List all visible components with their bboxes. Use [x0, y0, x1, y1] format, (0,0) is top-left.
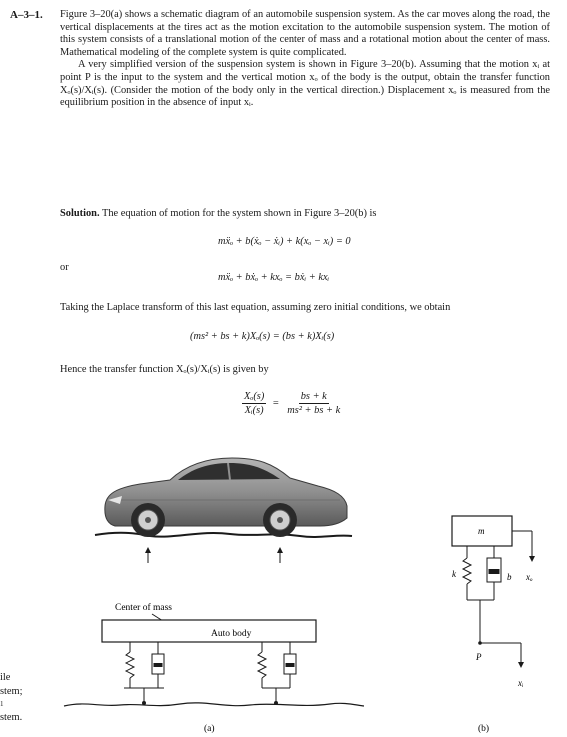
car-front-hub-center: [145, 517, 151, 523]
car-road-line: [95, 533, 352, 537]
figure-b-caption: (b): [478, 724, 490, 734]
auto-body-block: [102, 620, 316, 642]
rear-suspension: [258, 642, 296, 705]
margin-text-2: stem;: [0, 686, 23, 697]
excitation-arrows: [148, 548, 280, 563]
schematic-road: [64, 703, 364, 706]
equation-rearranged: mẍₒ + bẋₒ + kxₒ = bẋᵢ + kxᵢ: [218, 272, 330, 283]
problem-number: A–3–1.: [10, 9, 43, 21]
tf-lhs-denominator: Xᵢ(s): [244, 405, 264, 416]
problem-paragraph-2: A very simplified version of the suspension system is shown in Figure 3–20(b). Assuming that the motion xᵢ at point P is the input to the system and the vertical motion xₒ of the body is the output, obtain the transfer function Xₒ(s)/Xᵢ(s). (Consider the motion of the body only in the vertical direction.) Displacement xₒ is measured from the equilibrium position in the absence of input xᵢ.: [60, 59, 550, 109]
simplified-model: [452, 516, 533, 734]
xi-label: xᵢ: [518, 678, 524, 688]
xo-label: xₒ: [526, 572, 533, 582]
hence-text: Hence the transfer function Xₒ(s)/Xᵢ(s) is given by: [60, 364, 269, 375]
margin-text-4: stem.: [0, 712, 23, 723]
damper-piston: [489, 569, 500, 574]
center-of-mass-label: Center of mass: [115, 603, 172, 613]
tf-lhs-numerator: Xₒ(s): [244, 391, 265, 402]
car-rear-hub-center: [277, 517, 283, 523]
margin-text-1: ile: [0, 672, 11, 683]
front-suspension: [124, 642, 164, 705]
car-illustration: [95, 458, 352, 537]
tf-equals: =: [272, 398, 280, 409]
spring-k: [463, 558, 471, 584]
schematic-suspension: [64, 602, 364, 734]
margin-text-3: 1: [0, 700, 4, 708]
b-label: b: [507, 572, 512, 582]
equation-laplace: (ms² + bs + k)Xₒ(s) = (bs + k)Xᵢ(s): [190, 331, 335, 342]
k-label: k: [452, 569, 456, 579]
problem-paragraph-1: Figure 3–20(a) shows a schematic diagram of an automobile suspension system. As the car moves along the road, the vertical displacements at the tires act as the motion excitation to the automobile suspension system. The motion of this system consists of a translational motion of the center of mass and a rotational motion about the center of mass. Mathematical modeling of the complete system is quite complicated.: [60, 9, 550, 58]
or-word: or: [60, 262, 69, 273]
tf-rhs-denominator: ms² + bs + k: [287, 405, 341, 416]
tf-rhs-numerator: bs + k: [300, 391, 327, 402]
equation-motion: mẍₒ + b(ẋₒ − ẋᵢ) + k(xₒ − xᵢ) = 0: [218, 236, 351, 247]
p-label: P: [476, 652, 482, 662]
solution-label: Solution.: [60, 208, 100, 219]
figure-a-caption: (a): [204, 724, 215, 734]
laplace-text: Taking the Laplace transform of this last equation, assuming zero initial conditions, we obtain: [60, 302, 451, 313]
mass-label: m: [478, 526, 485, 536]
auto-body-label: Auto body: [211, 629, 252, 639]
solution-intro-text: The equation of motion for the system shown in Figure 3–20(b) is: [101, 208, 377, 219]
